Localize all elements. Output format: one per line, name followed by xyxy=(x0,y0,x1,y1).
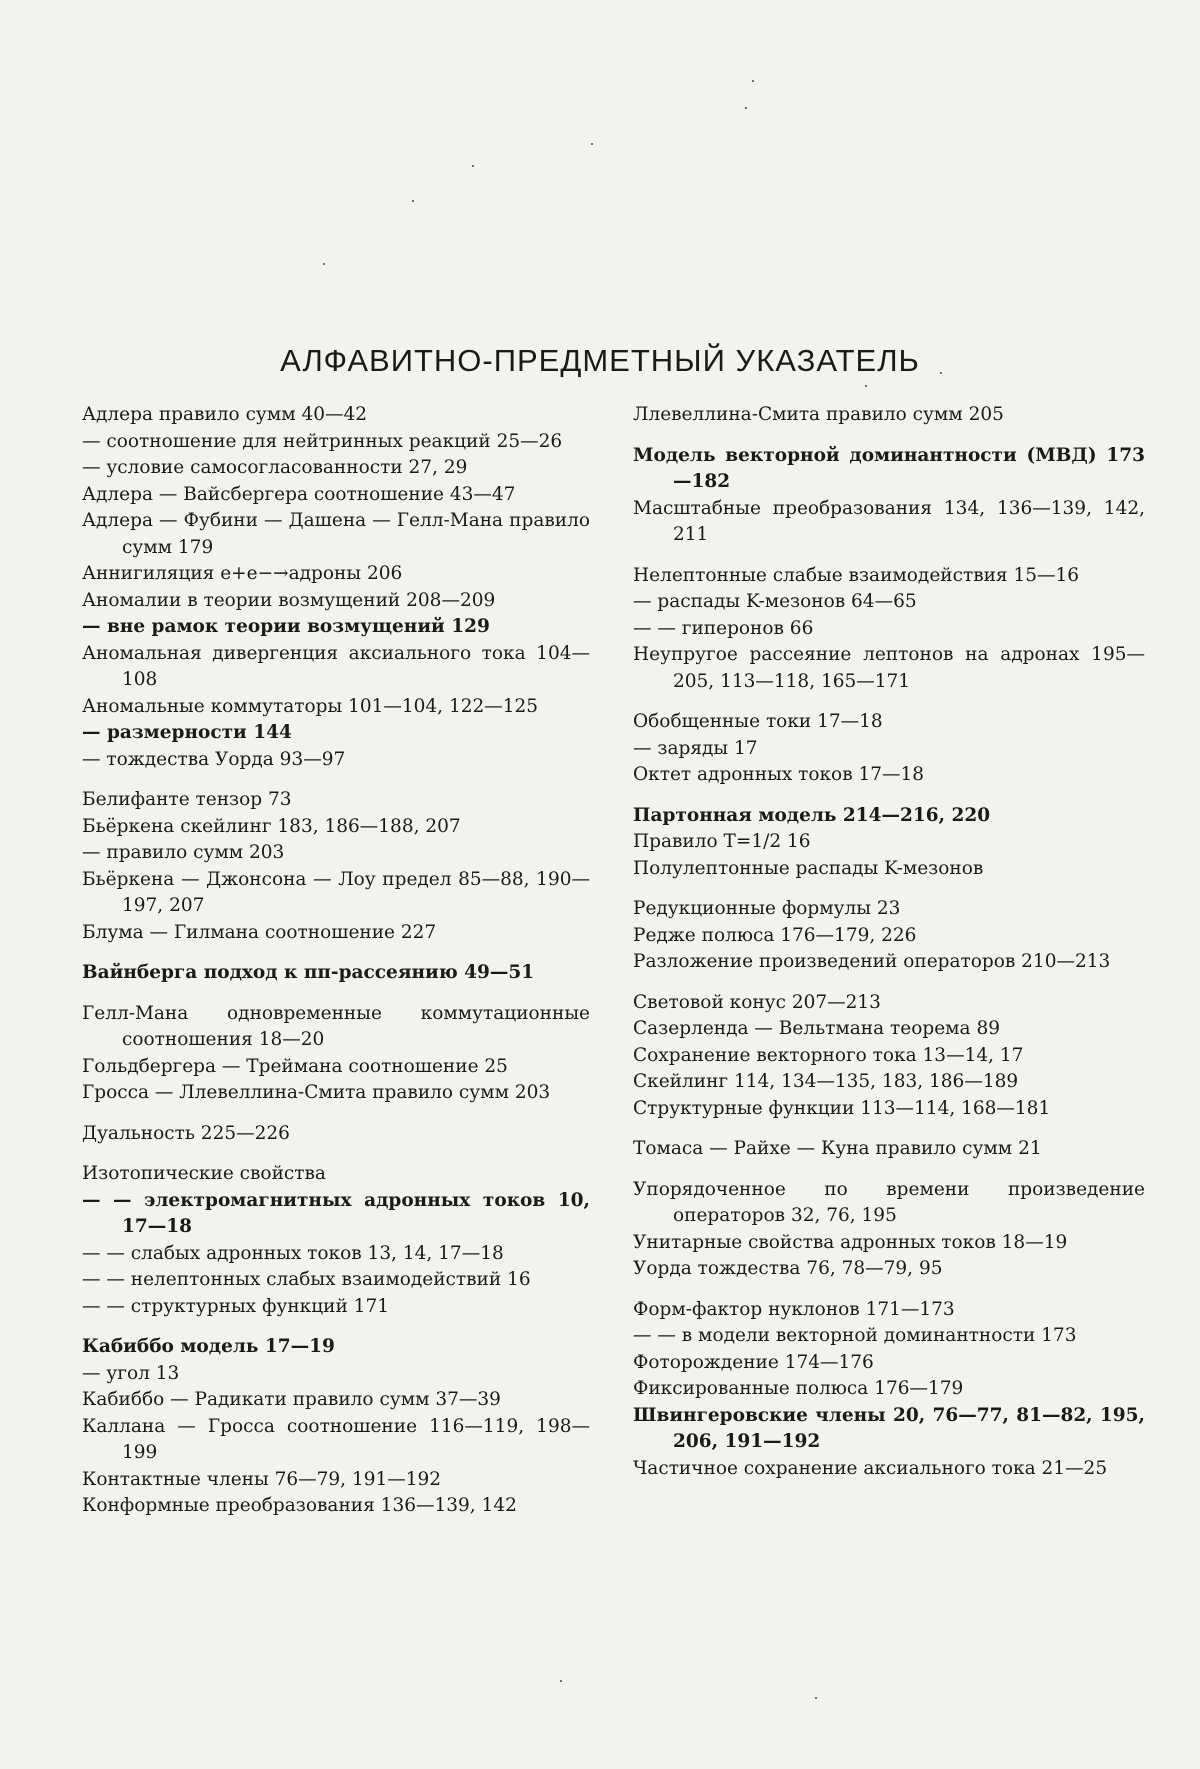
index-group xyxy=(633,443,1145,549)
index-entry: Изотопические свойства xyxy=(82,1163,326,1184)
scan-speck xyxy=(323,263,325,265)
index-column-right xyxy=(633,402,1145,1496)
scan-speck xyxy=(472,165,474,167)
index-entry: — — нелептонных слабых взаимодействий 16 xyxy=(82,1269,531,1290)
scan-speck xyxy=(865,385,867,387)
index-entry: Бьёркена — Джонсона — Лоу предел 85—88, 190—197, 207 xyxy=(82,868,590,916)
index-entry: Обобщенные токи 17—18 xyxy=(633,711,883,732)
index-group xyxy=(82,1161,590,1320)
index-group xyxy=(633,1297,1145,1483)
index-entry: Световой конус 207—213 xyxy=(633,991,881,1013)
index-entry: — соотношение для нейтринных реакций 25—26 xyxy=(82,430,563,452)
index-entry: Фиксированные полюса 176—179 xyxy=(633,1378,964,1399)
scan-speck xyxy=(745,107,747,109)
index-group xyxy=(633,1136,1145,1163)
index-entry: Дуальность 225—226 xyxy=(82,1122,290,1144)
index-entry: Сазерленда — Вельтмана теорема 89 xyxy=(633,1018,1000,1039)
index-group xyxy=(82,402,590,773)
index-entry: Полулептонные распады K-мезонов xyxy=(633,857,984,879)
index-entry: Белифанте тензор 73 xyxy=(82,789,292,810)
index-entry: Неупругое рассеяние лептонов на адронах 195—205, 113—118, 165—171 xyxy=(633,644,1145,692)
index-entry: Швингеровские члены 20, 76—77, 81—82, 195, 206, 191—192 xyxy=(633,1404,1145,1452)
index-entry: Упорядоченное по времени произведение операторов 32, 76, 195 xyxy=(633,1178,1145,1226)
index-entry: Гросса — Ллевеллина-Смита правило сумм 203 xyxy=(82,1082,551,1103)
index-entry: Аннигиляция e+e−→адроны 206 xyxy=(82,563,403,584)
index-entry: Каллана — Гросса соотношение 116—119, 198—199 xyxy=(82,1415,590,1463)
index-group xyxy=(82,960,590,987)
index-entry: Адлера — Вайсбергера соотношение 43—47 xyxy=(82,483,516,505)
index-entry: Редже полюса 176—179, 226 xyxy=(633,924,917,946)
index-entry: Модель векторной доминантности (МВД) 173—182 xyxy=(633,444,1145,492)
index-entry: Аномалии в теории возмущений 208—209 xyxy=(82,589,496,611)
index-entry: — — электромагнитных адронных токов 10, 17—18 xyxy=(82,1189,590,1237)
index-entry: Кабиббо — Радикати правило сумм 37—39 xyxy=(82,1389,501,1410)
index-entry: Фоторождение 174—176 xyxy=(633,1351,874,1373)
index-entry: — условие самосогласованности 27, 29 xyxy=(82,457,468,478)
index-entry: Скейлинг 114, 134—135, 183, 186—189 xyxy=(633,1071,1019,1092)
index-entry: — тождества Уорда 93—97 xyxy=(82,748,346,770)
index-entry: — вне рамок теории возмущений 129 xyxy=(82,616,490,637)
index-entry: Адлера — Фубини — Дашена — Гелл-Мана правило сумм 179 xyxy=(82,510,590,558)
index-group xyxy=(633,402,1145,429)
index-group xyxy=(633,563,1145,696)
index-entry: Ллевеллина-Смита правило сумм 205 xyxy=(633,404,1004,425)
index-column-left xyxy=(82,402,590,1534)
index-entry: Контактные члены 76—79, 191—192 xyxy=(82,1468,442,1490)
index-entry: Кабиббо модель 17—19 xyxy=(82,1336,335,1357)
index-entry: Аномальная дивергенция аксиального тока 104—108 xyxy=(82,642,590,690)
index-entry: — — слабых адронных токов 13, 14, 17—18 xyxy=(82,1242,504,1264)
index-entry: Структурные функции 113—114, 168—181 xyxy=(633,1097,1051,1119)
index-entry: Адлера правило сумм 40—42 xyxy=(82,404,368,425)
index-entry: Вайнберга подход к ππ-рассеянию 49—51 xyxy=(82,962,535,983)
index-entry: Редукционные формулы 23 xyxy=(633,898,901,919)
index-entry: Бьёркена скейлинг 183, 186—188, 207 xyxy=(82,815,461,837)
index-entry: Унитарные свойства адронных токов 18—19 xyxy=(633,1231,1068,1253)
scan-speck xyxy=(560,1680,562,1682)
index-entry: Гелл-Мана одновременные коммутационные соотношения 18—20 xyxy=(82,1002,590,1050)
index-entry: Октет адронных токов 17—18 xyxy=(633,764,925,785)
index-entry: Томаса — Райхе — Куна правило сумм 21 xyxy=(633,1138,1042,1159)
index-entry: Разложение произведений операторов 210—213 xyxy=(633,951,1111,972)
index-entry: Сохранение векторного тока 13—14, 17 xyxy=(633,1044,1024,1066)
index-entry: — распады K-мезонов 64—65 xyxy=(633,591,917,612)
scan-speck xyxy=(412,200,414,202)
index-group xyxy=(82,1121,590,1148)
index-entry: Уорда тождества 76, 78—79, 95 xyxy=(633,1258,943,1279)
index-entry: — — структурных функций 171 xyxy=(82,1295,389,1317)
scan-speck xyxy=(940,372,942,374)
index-entry: Блума — Гилмана соотношение 227 xyxy=(82,921,437,943)
index-entry: Форм-фактор нуклонов 171—173 xyxy=(633,1298,955,1320)
index-group xyxy=(633,1177,1145,1283)
index-entry: — правило сумм 203 xyxy=(82,842,285,863)
index-entry: — угол 13 xyxy=(82,1362,180,1384)
index-group xyxy=(633,990,1145,1123)
scan-speck xyxy=(591,143,593,145)
index-entry: — — в модели векторной доминантности 173 xyxy=(633,1325,1077,1346)
index-entry: — размерности 144 xyxy=(82,722,292,743)
index-group xyxy=(633,709,1145,789)
index-group xyxy=(82,787,590,946)
index-entry: — заряды 17 xyxy=(633,737,758,759)
index-entry: Масштабные преобразования 134, 136—139, 142, 211 xyxy=(633,497,1145,545)
index-entry: Партонная модель 214—216, 220 xyxy=(633,804,991,826)
index-group xyxy=(633,803,1145,883)
index-group xyxy=(82,1001,590,1107)
index-entry: Нелептонные слабые взаимодействия 15—16 xyxy=(633,564,1080,586)
index-entry: Конформные преобразования 136—139, 142 xyxy=(82,1495,517,1516)
scan-speck xyxy=(752,80,754,82)
index-entry: Правило T=1/2 16 xyxy=(633,831,811,852)
index-entry: — — гиперонов 66 xyxy=(633,617,814,639)
index-entry: Гольдбергера — Треймана соотношение 25 xyxy=(82,1055,508,1077)
scan-speck xyxy=(815,1697,817,1699)
index-entry: Аномальные коммутаторы 101—104, 122—125 xyxy=(82,695,539,717)
page-title: АЛФАВИТНО-ПРЕДМЕТНЫЙ УКАЗАТЕЛЬ xyxy=(280,342,920,378)
index-group xyxy=(633,896,1145,976)
index-group xyxy=(82,1334,590,1520)
index-entry: Частичное сохранение аксиального тока 21—25 xyxy=(633,1457,1108,1479)
